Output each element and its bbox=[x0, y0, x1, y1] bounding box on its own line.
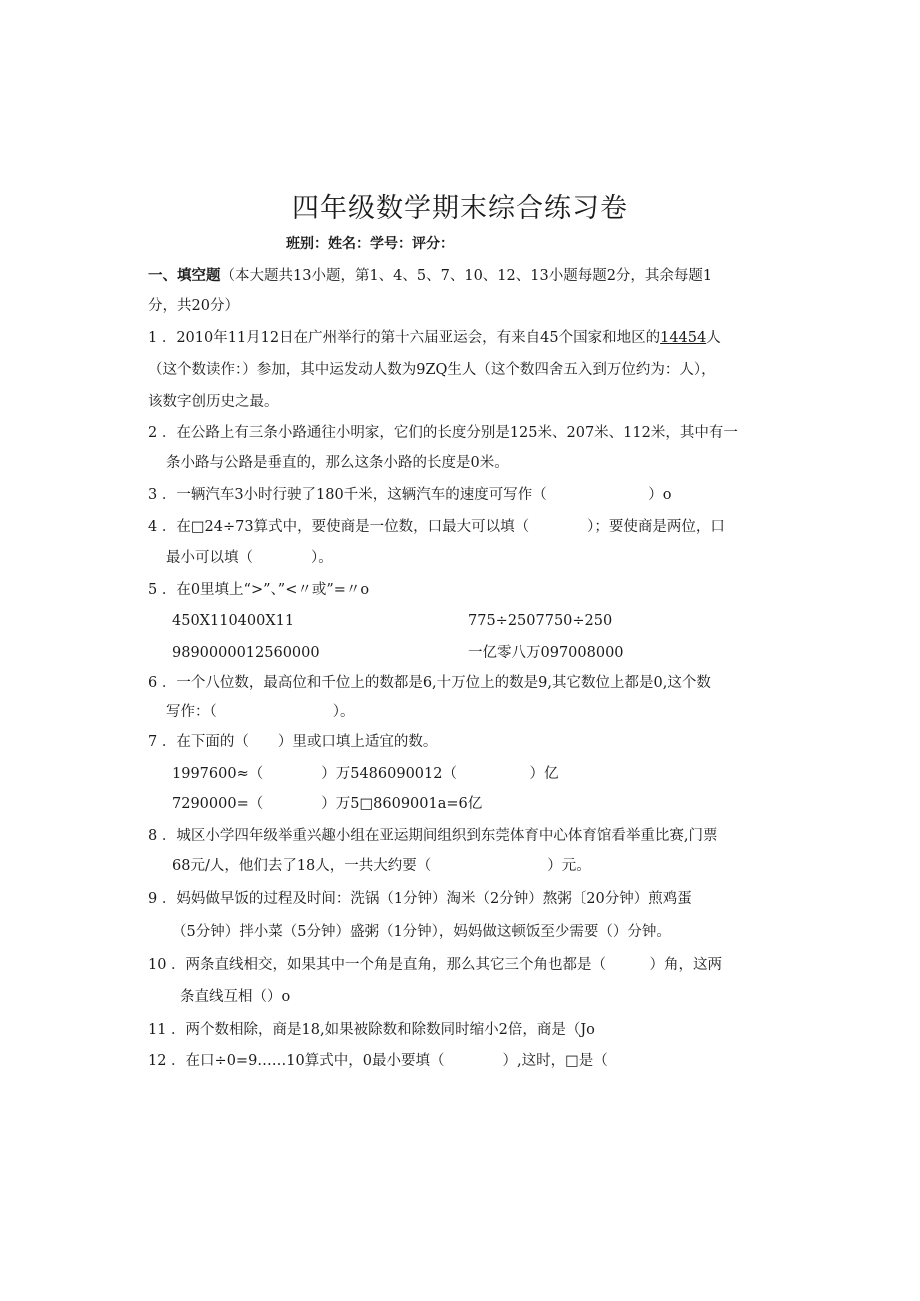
question-7-item-a: 1997600≈（ ）万5486090012（ ）亿 bbox=[172, 766, 559, 782]
question-8-line-1: 8 ．城区小学四年级举重兴趣小组在亚运期间组织到东莞体育中心体育馆看举重比赛,门票 bbox=[148, 828, 718, 844]
question-8-line-2: 68元/人，他们去了18人，一共大约要（ ）元。 bbox=[172, 858, 591, 874]
question-7-item-b: 7290000=（ ）万5□8609001a=6亿 bbox=[172, 796, 483, 812]
question-1-unit: 人 bbox=[706, 330, 721, 346]
question-1-line-1 bbox=[148, 328, 721, 348]
question-11: 11 ．两个数相除，商是18,如果被除数和除数同时缩小2倍，商是（Jo bbox=[148, 1022, 595, 1038]
question-1-line-3: 该数字创历史之最。 bbox=[148, 394, 279, 410]
question-10-line-1: 10 ．两条直线相交，如果其中一个角是直角，那么其它三个角也都是（ ）角，这两 bbox=[148, 957, 723, 973]
question-9-line-1: 9 ．妈妈做早饭的过程及时间：洗锅（1分钟）淘米（2分钟）熬粥〔20分钟）煎鸡蛋 bbox=[148, 891, 692, 907]
section-heading-line bbox=[148, 266, 712, 286]
question-1-number: 14454 bbox=[660, 330, 707, 346]
section-description: （本大题共13小题，第1、4、5、7、10、12、13小题每题2分，其余每题1 bbox=[220, 268, 713, 284]
question-9-line-2: （5分钟）拌小菜（5分钟）盛粥（1分钟），妈妈做这顿饭至少需要（）分钟。 bbox=[172, 924, 671, 940]
question-5: 5 ．在0里填上“>”、”<〃或”=〃o bbox=[148, 582, 370, 598]
question-1-text: 1 ．2010年11月12日在广州举行的第十六届亚运会，有来自45个国家和地区的 bbox=[148, 330, 661, 346]
question-1-line-2: （这个数读作：）参加，其中运发动人数为9ZQ生人（这个数四舍五入到万位约为：人）， bbox=[148, 362, 716, 378]
question-5-item-a: 450X110400X11 bbox=[172, 613, 295, 629]
question-4-line-1: 4 ．在□24÷73算式中，要使商是一位数，口最大可以填（ ）；要使商是两位，口 bbox=[148, 519, 725, 535]
question-12: 12 ．在口÷0=9……10算式中，0最小要填（ ）,这时，□是（ bbox=[148, 1053, 608, 1069]
question-6-line-1: 6 ．一个八位数，最高位和千位上的数都是6,十万位上的数是9,其它数位上都是0,这个数 bbox=[148, 675, 711, 691]
question-5-item-c: 9890000012560000 bbox=[172, 645, 320, 661]
question-4-line-2: 最小可以填（ ）。 bbox=[166, 550, 333, 566]
question-3: 3 ．一辆汽车3小时行驶了180千米，这辆汽车的速度可写作（ ）o bbox=[148, 487, 672, 503]
question-7: 7 ．在下面的（ ）里或口填上适宜的数。 bbox=[148, 734, 438, 750]
question-10-line-2: 条直线互相（）o bbox=[180, 989, 291, 1005]
section-description-cont: 分，共20分） bbox=[148, 298, 239, 314]
question-2-line-2: 条小路与公路是垂直的，那么这条小路的长度是0米。 bbox=[166, 455, 509, 471]
student-info-line: 班别：姓名：学号：评分： bbox=[286, 236, 454, 252]
section-heading: 一、填空题 bbox=[148, 268, 221, 284]
question-2-line-1: 2 ．在公路上有三条小路通往小明家，它们的长度分别是125米、207米、112米，其中有一 bbox=[148, 425, 738, 441]
question-5-item-b: 775÷2507750÷250 bbox=[468, 613, 613, 629]
question-6-line-2: 写作：（ ）。 bbox=[166, 704, 355, 720]
question-5-item-d: 一亿零八万097008000 bbox=[468, 645, 624, 661]
page-title: 四年级数学期末综合练习卷 bbox=[292, 193, 628, 224]
